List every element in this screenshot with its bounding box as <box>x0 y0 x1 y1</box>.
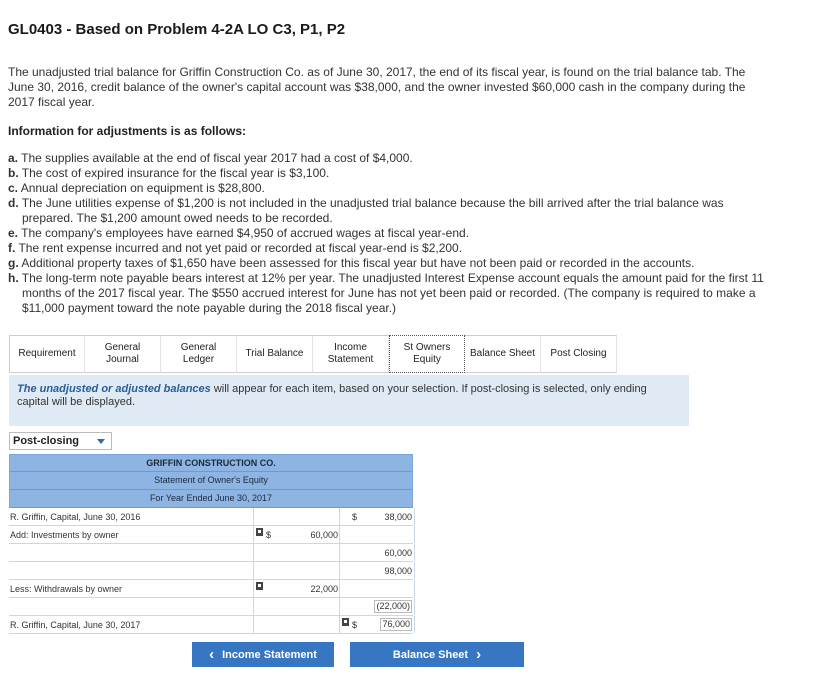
amount-cell[interactable]: $ 60,000 <box>253 526 340 543</box>
owners-equity-statement <box>9 454 413 634</box>
prev-button-label: Income Statement <box>222 648 317 661</box>
flag-icon <box>256 582 263 590</box>
adjustment-item: c. Annual depreciation on equipment is $28,800. <box>8 181 265 195</box>
amount-cell[interactable] <box>253 598 340 615</box>
statement-period: For Year Ended June 30, 2017 <box>9 490 413 508</box>
tab-post-closing[interactable]: Post Closing <box>541 335 617 373</box>
tab-requirement[interactable]: Requirement <box>9 335 85 373</box>
table-row <box>9 598 413 616</box>
table-row <box>9 508 413 526</box>
statement-company: GRIFFIN CONSTRUCTION CO. <box>9 454 413 472</box>
tab-trial-balance[interactable]: Trial Balance <box>237 335 313 373</box>
adjustments-list <box>8 151 768 316</box>
balance-notice: The unadjusted or adjusted balances will appear for each item, based on your selection. If post-closing is selected, only ending capital will be displayed. <box>9 375 689 426</box>
chevron-left-icon: ‹ <box>209 646 215 663</box>
total-cell[interactable]: $ 38,000 <box>339 508 415 525</box>
adjustment-item: a. The supplies available at the end of fiscal year 2017 had a cost of $4,000. <box>8 151 413 165</box>
total-cell[interactable]: (22,000) <box>339 598 415 615</box>
tab-general-ledger[interactable]: General Ledger <box>161 335 237 373</box>
row-label: R. Griffin, Capital, June 30, 2017 <box>10 620 141 630</box>
adjustment-item: d. The June utilities expense of $1,200 is not included in the unadjusted trial balance because the bill arrived after the trial balance was prepared. The $1,200 amount owed needs to be recorded. <box>8 196 724 225</box>
tab-income-statement[interactable]: Income Statement <box>313 335 389 373</box>
amount-cell[interactable] <box>253 562 340 579</box>
adjustment-item: f. The rent expense incurred and not yet paid or recorded at fiscal year-end is $2,200. <box>8 241 463 255</box>
total-cell[interactable]: 98,000 <box>339 562 415 579</box>
table-row <box>9 526 413 544</box>
tab-balance-sheet[interactable]: Balance Sheet <box>465 335 541 373</box>
amount-cell[interactable] <box>253 508 340 525</box>
balance-type-select[interactable] <box>9 432 112 450</box>
table-row <box>9 544 413 562</box>
next-button-label: Balance Sheet <box>392 648 469 661</box>
flag-icon <box>256 528 263 536</box>
total-cell[interactable]: $ 76,000 <box>339 616 415 633</box>
flag-icon <box>342 618 349 626</box>
next-tab-button[interactable] <box>350 642 524 667</box>
table-row <box>9 616 413 634</box>
table-row <box>9 580 413 598</box>
statement-title: Statement of Owner's Equity <box>9 472 413 490</box>
adjustment-item: b. The cost of expired insurance for the fiscal year is $3,100. <box>8 166 330 180</box>
table-row <box>9 562 413 580</box>
total-cell[interactable] <box>339 526 415 543</box>
chevron-down-icon <box>97 439 105 444</box>
adjustment-item: g. Additional property taxes of $1,650 have been assessed for this fiscal year but have not been paid or recorded in the accounts. <box>8 256 695 270</box>
chevron-right-icon: › <box>476 646 482 663</box>
tab-general-journal[interactable]: General Journal <box>85 335 161 373</box>
row-label: Less: Withdrawals by owner <box>10 584 123 594</box>
amount-cell[interactable]: 22,000 <box>253 580 340 597</box>
tab-bar <box>9 335 617 373</box>
tab-owners-equity[interactable]: St Owners Equity <box>389 335 465 373</box>
adjustment-item: e. The company's employees have earned $4,950 of accrued wages at fiscal year-end. <box>8 226 470 240</box>
row-label: Add: Investments by owner <box>10 530 119 540</box>
row-label: R. Griffin, Capital, June 30, 2016 <box>10 512 141 522</box>
page-title: GL0403 - Based on Problem 4-2A LO C3, P1, P2 <box>8 21 346 38</box>
total-cell[interactable] <box>339 580 415 597</box>
adjustment-item: h. The long-term note payable bears interest at 12% per year. The unadjusted Interest Expense account equals the amount paid for the first 11 months of the 2017 fiscal year. The $550 accrued interest for June has not yet been paid or recorded. (The company is required to make a $11,000 payment toward the note payable during the 2018 fiscal year.) <box>8 271 764 315</box>
problem-intro: The unadjusted trial balance for Griffin Construction Co. as of June 30, 2017, the end of its fiscal year, is found on the trial balance tab. The June 30, 2016, credit balance of the owner's capital account was $38,000, and the owner invested $60,000 cash in the company during the 2017 fiscal year. <box>8 65 746 109</box>
prev-tab-button[interactable] <box>192 642 334 667</box>
total-cell[interactable]: 60,000 <box>339 544 415 561</box>
amount-cell[interactable] <box>253 544 340 561</box>
amount-cell[interactable] <box>253 616 340 633</box>
select-value: Post-closing <box>13 435 80 447</box>
adjustments-heading: Information for adjustments is as follows: <box>8 124 247 138</box>
